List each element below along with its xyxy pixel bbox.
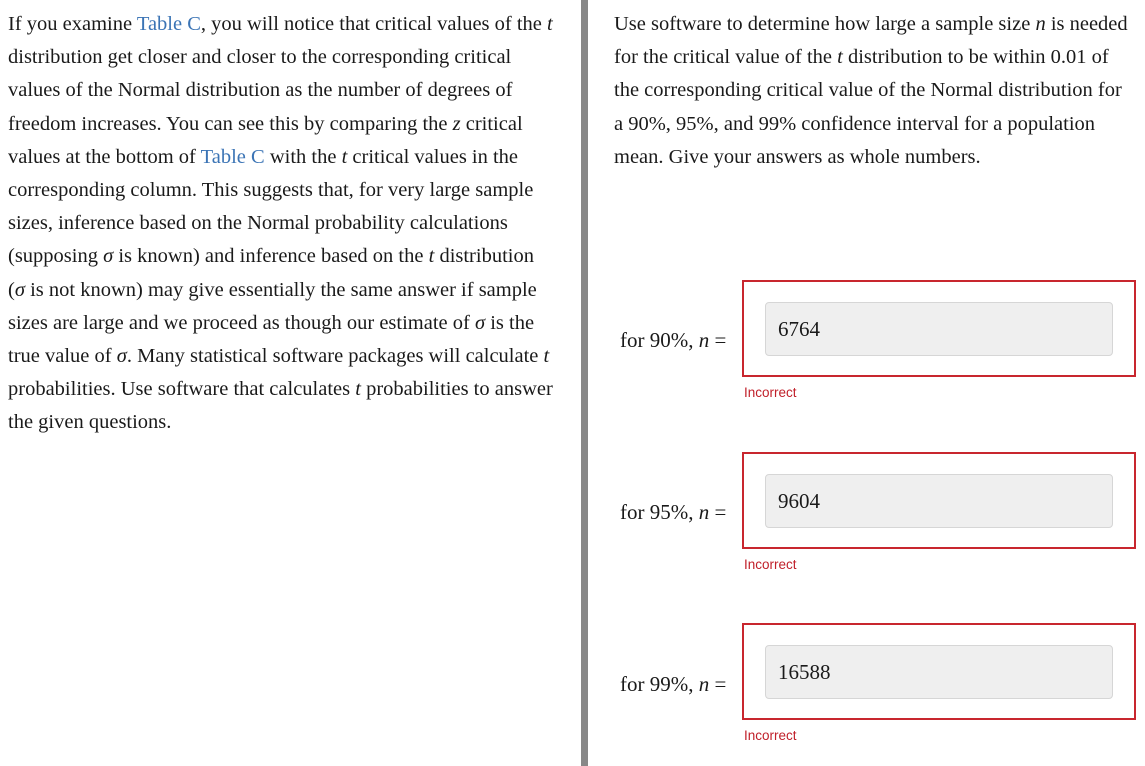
- answer-box-90: [742, 280, 1136, 377]
- answer-input-90[interactable]: [765, 302, 1113, 356]
- feedback-incorrect-95: Incorrect: [744, 557, 797, 572]
- feedback-incorrect-90: Incorrect: [744, 385, 797, 400]
- question-label-95: for 95%, n =: [620, 500, 727, 524]
- pane-divider[interactable]: [581, 0, 588, 766]
- feedback-incorrect-99: Incorrect: [744, 728, 797, 743]
- problem-context: [8, 8, 556, 440]
- answer-input-95[interactable]: [765, 474, 1113, 528]
- question-label-99: for 99%, n =: [620, 672, 727, 696]
- table-c-link[interactable]: Table C: [136, 13, 201, 35]
- prompt-paragraph: Use software to determine how large a sample size n is needed for the critical value of the t distribution to be within 0.01 of the corresponding critical value of the Normal distribution for a 90%, 95%, and 99% confidence interval for a population mean. Give your answers as whole numbers.: [614, 13, 1128, 168]
- answer-box-99: [742, 623, 1136, 720]
- answer-input-99[interactable]: [765, 645, 1113, 699]
- question-prompt: [614, 8, 1134, 174]
- table-c-link[interactable]: Table C: [200, 145, 265, 168]
- answer-box-95: [742, 452, 1136, 549]
- question-label-90: for 90%, n =: [620, 328, 727, 352]
- context-paragraph: If you examine Table C, you will notice that critical values of the t distribution get closer and closer to the corresponding critical values of the Normal distribution as the number of degrees of freedom increases. You can see this by comparing the z critical values at the bottom of Table C with the t critical values in the corresponding column. This suggests that, for very large sample sizes, inference based on the Normal probability calculations (supposing σ is known) and inference based on the t distribution (σ is not known) may give essentially the same answer if sample sizes are large and we proceed as though our estimate of σ is the true value of σ. Many statistical software packages will calculate t probabilities. Use software that calculates t probabilities to answer the given questions.: [8, 13, 553, 434]
